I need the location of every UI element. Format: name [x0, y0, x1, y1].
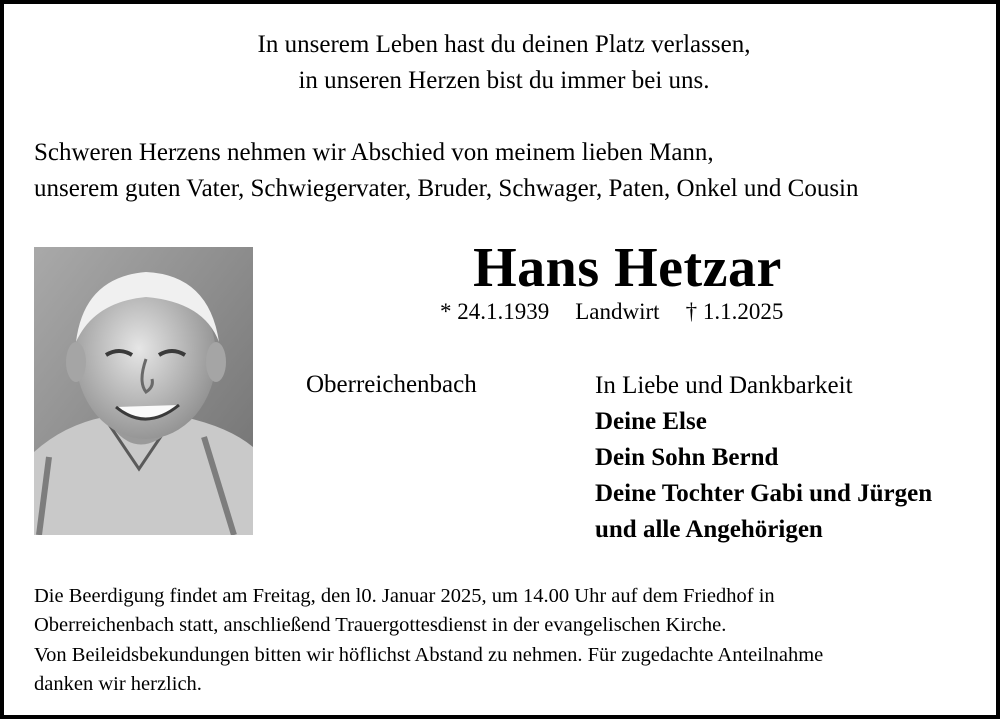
verse-line-1: In unserem Leben hast du deinen Platz verlassen, — [257, 31, 751, 58]
life-dates — [440, 296, 783, 328]
mourner-name: Deine Tochter Gabi und Jürgen — [595, 480, 933, 507]
verse-line-2: in unseren Herzen bist du immer bei uns. — [298, 67, 710, 94]
intro-line-1: Schweren Herzens nehmen wir Abschied von meinem lieben Mann, — [34, 139, 714, 166]
place-of-residence: Oberreichenbach — [306, 371, 477, 398]
mourner-name: Dein Sohn Bernd — [595, 444, 779, 471]
intro-line-2: unserem guten Vater, Schwiegervater, Bruder, Schwager, Paten, Onkel und Cousin — [34, 175, 859, 202]
funeral-information — [34, 582, 823, 699]
deceased-name: Hans Hetzar — [473, 237, 782, 299]
mourner-name: und alle Angehörigen — [595, 516, 823, 543]
funeral-line: Oberreichenbach statt, anschließend Trauergottesdienst in der evangelischen Kirche. — [34, 614, 727, 637]
mourner-name: Deine Else — [595, 408, 707, 435]
portrait-photo — [34, 247, 253, 535]
funeral-line: danken wir herzlich. — [34, 672, 202, 695]
mourners-block — [595, 368, 932, 548]
birth-date: * 24.1.1939 — [440, 299, 550, 324]
funeral-line: Die Beerdigung findet am Freitag, den l0. Januar 2025, um 14.00 Uhr auf dem Friedhof in — [34, 585, 775, 607]
death-date: † 1.1.2025 — [685, 299, 784, 324]
mourners-intro: In Liebe und Dankbarkeit — [595, 372, 853, 399]
occupation: Landwirt — [575, 299, 660, 324]
funeral-line: Von Beileidsbekundungen bitten wir höflichst Abstand zu nehmen. Für zugedachte Anteilnahme — [34, 643, 824, 666]
